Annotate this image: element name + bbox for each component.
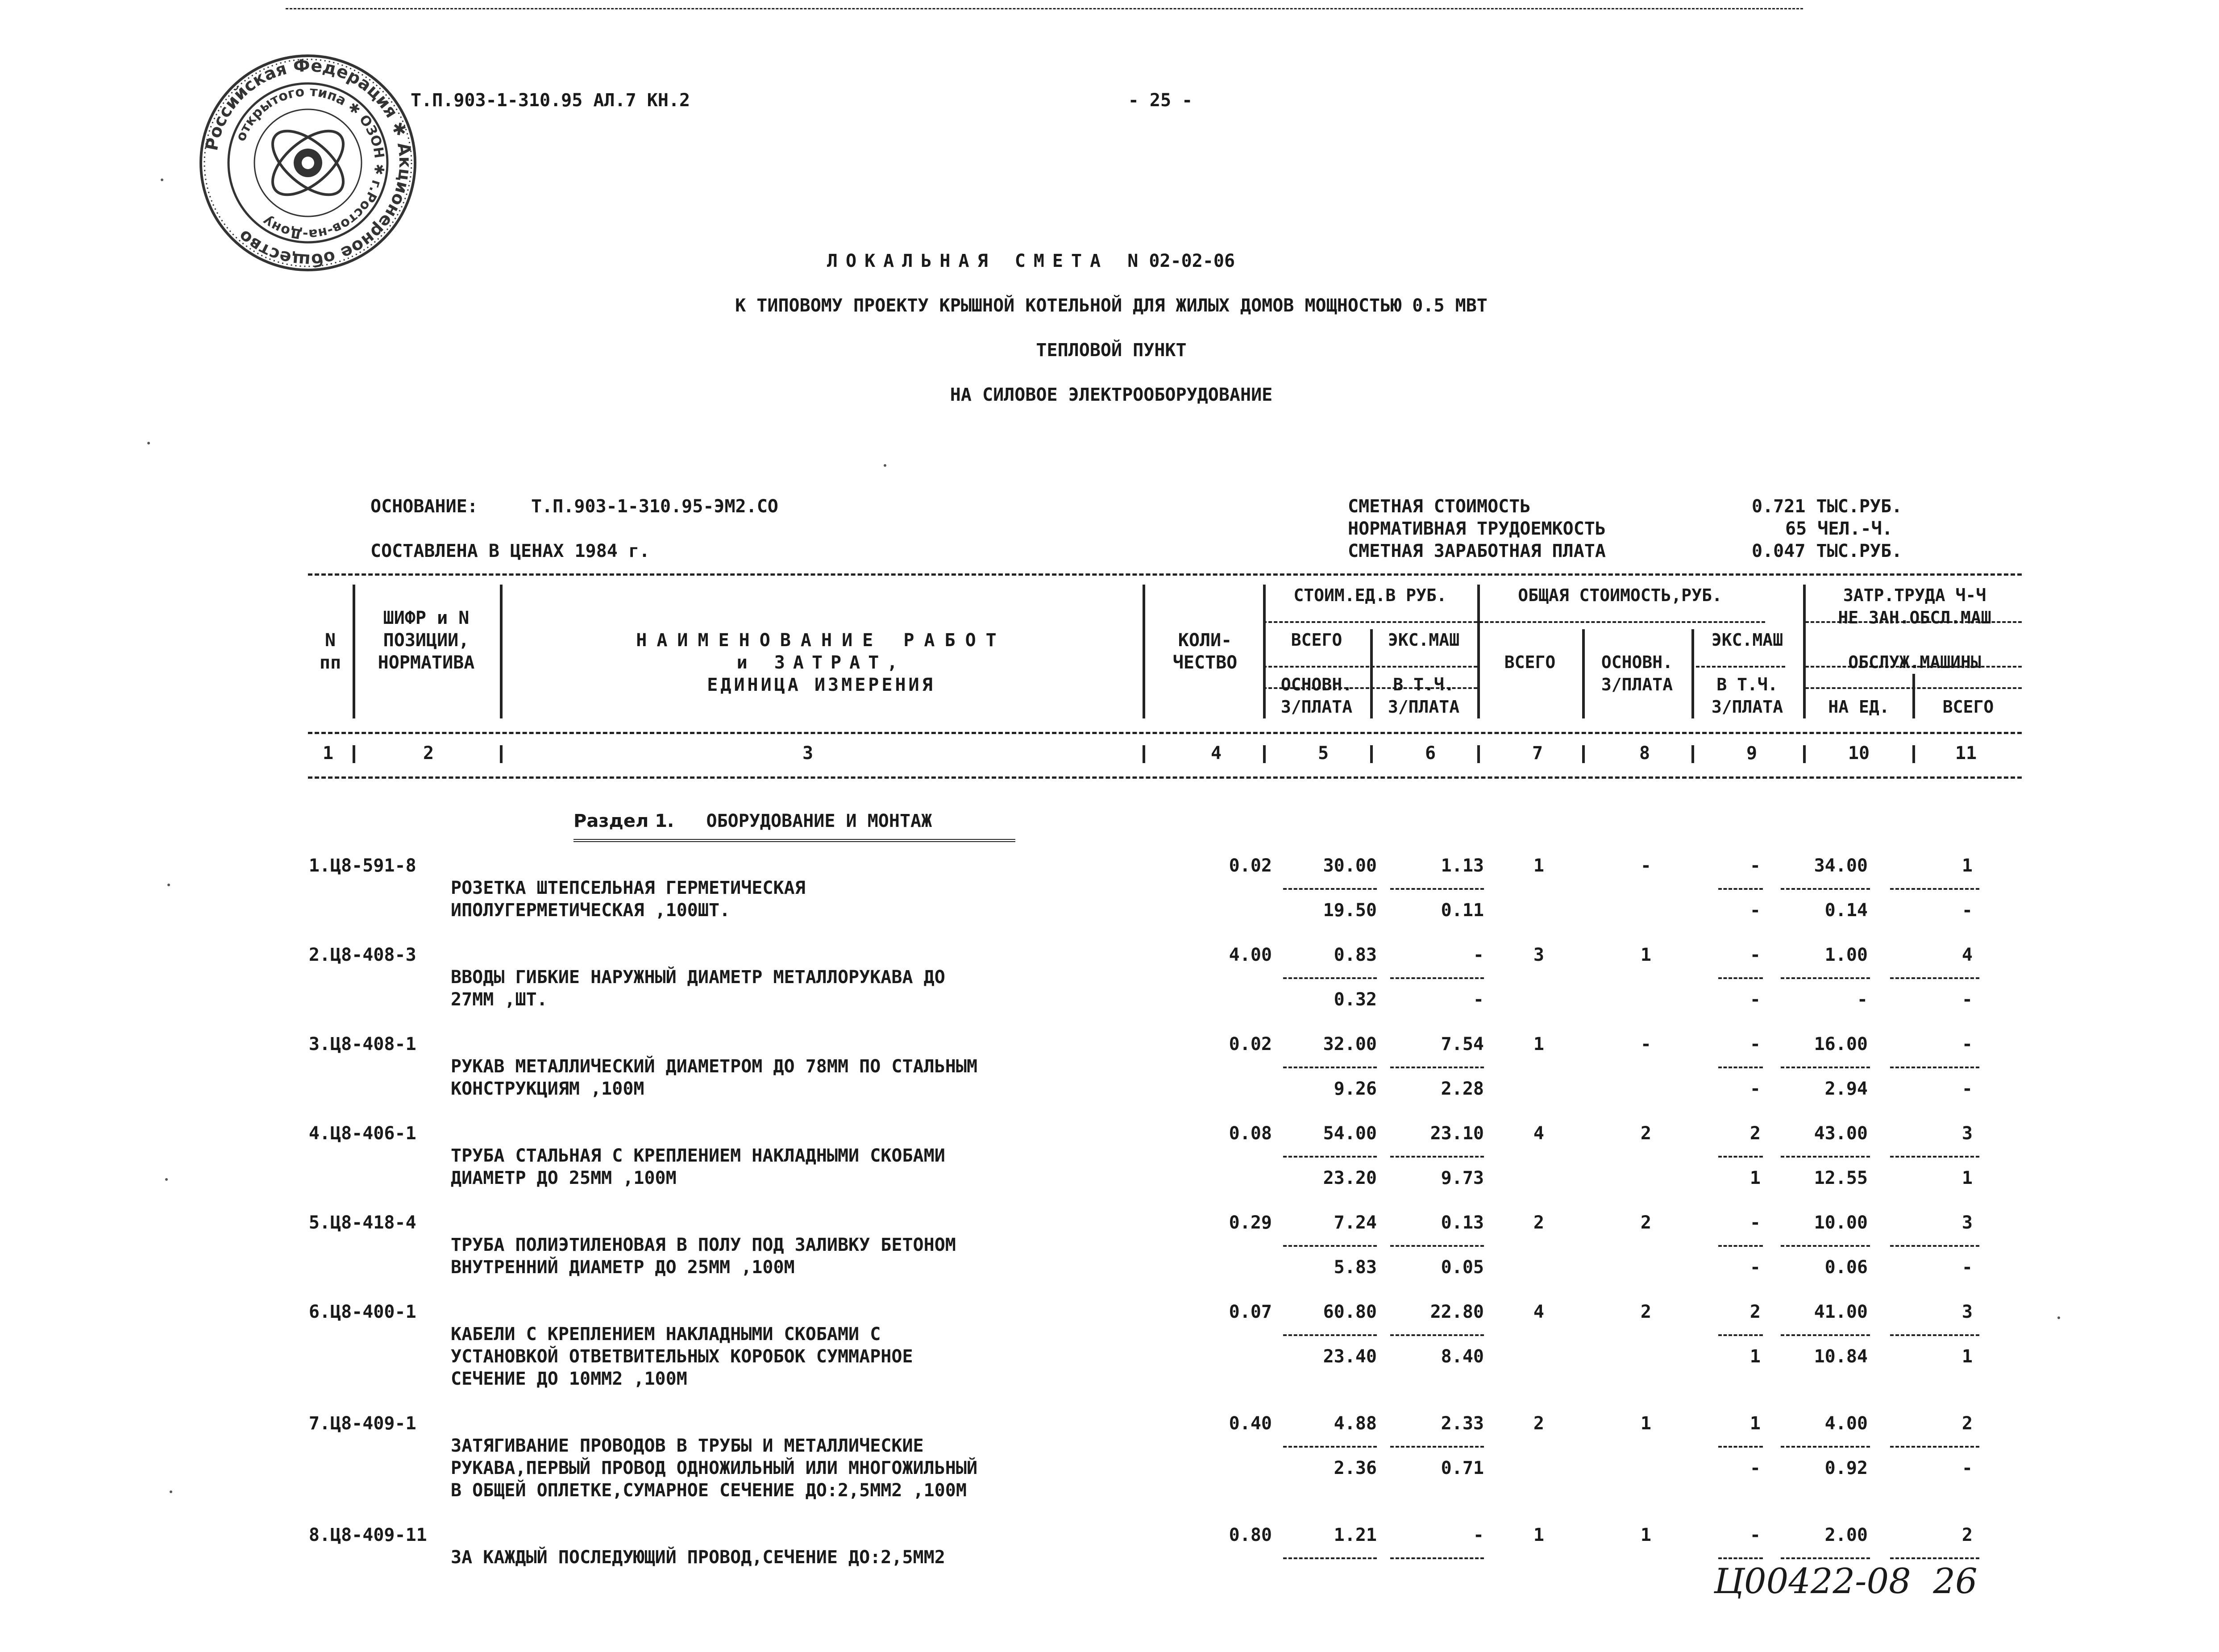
row-unit-machine: 1.13 [1441,855,1484,876]
row-total-machine-wage: - [1749,900,1761,921]
row-number: 6. [308,1302,330,1322]
scan-speck [165,1178,168,1181]
wage-fund-value: 0.047 ТЫС.РУБ. [1752,541,1903,561]
row-description: ИПОЛУГЕРМЕТИЧЕСКАЯ ,100ШТ. [451,900,731,921]
row-labor-total: 3 [1961,1212,1973,1233]
row-total: 1 [1533,1525,1544,1545]
row-unit-machine-wage: 0.11 [1441,900,1484,921]
row-sub-rule [1781,1245,1870,1247]
row-unit-machine-wage: 0.05 [1441,1257,1484,1278]
row-labor-total: 1 [1961,855,1973,876]
c9-header-a: ЭКС.МАШ [1711,630,1783,650]
row-machine-labor-unit: 2.94 [1824,1079,1868,1099]
col2-header-c: НОРМАТИВА [378,652,475,673]
row-description: ТРУБА ПОЛИЭТИЛЕНОВАЯ В ПОЛУ ПОД ЗАЛИВКУ БЕТОНОМ [451,1235,956,1255]
col-num-1: 1 [322,743,334,764]
row-description: ДИАМЕТР ДО 25ММ ,100М [451,1168,677,1188]
row-sub-rule [1890,1156,1979,1158]
labor-machine-header: ОБСЛУЖ.МАШИНЫ [1848,652,1981,672]
labor-intensity-label: НОРМАТИВНАЯ ТРУДОЕМКОСТЬ [1348,519,1606,539]
c8-header-a: ОСНОВН. [1601,652,1673,672]
page-number: - 25 - [1128,90,1193,111]
col-divider-10 [1912,674,1915,718]
row-total-machine: 1 [1749,1413,1761,1434]
wage-fund-label: СМЕТНАЯ ЗАРАБОТНАЯ ПЛАТА [1348,541,1606,561]
row-sub-rule [1283,1557,1377,1559]
row-quantity: 4.00 [1229,945,1272,965]
row-sub-rule [1283,1334,1377,1336]
row-sub-rule [1718,1245,1763,1247]
row-unit-wage: 23.20 [1323,1168,1377,1188]
row-unit-machine: 22.80 [1430,1302,1484,1322]
row-description: КАБЕЛИ С КРЕПЛЕНИЕМ НАКЛАДНЫМИ СКОБАМИ С [451,1324,881,1345]
scan-speck [161,178,163,181]
c5-header-b: ОСНОВН. [1280,675,1353,694]
row-sub-rule [1890,1557,1979,1559]
col-divider-2 [500,585,503,718]
row-unit-total: 32.00 [1323,1034,1377,1054]
row-machine-labor-unit: 0.14 [1824,900,1868,921]
row-sub-rule [1390,1067,1484,1068]
section-underline [573,839,1015,842]
section-heading: Раздел 1. ОБОРУДОВАНИЕ И МОНТАЖ [573,811,932,831]
col2-header-a: ШИФР и N [383,608,470,628]
row-unit-total: 0.83 [1334,945,1377,965]
row-sub-rule [1781,977,1870,979]
col-num-3: 3 [802,743,814,764]
row-labor-unit: 4.00 [1824,1413,1868,1434]
scan-speck [884,464,886,467]
row-sub-rule [1390,977,1484,979]
row-total-wage: 2 [1640,1212,1651,1233]
row-code: Ц8-409-1 [330,1413,416,1434]
row-code: Ц8-400-1 [330,1302,416,1322]
num-divider [1691,745,1694,763]
row-sub-rule [1283,888,1377,890]
row-total-machine: - [1749,1525,1761,1545]
row-labor-unit: 34.00 [1814,855,1868,876]
row-sub-rule [1390,1156,1484,1158]
col-num-11: 11 [1955,743,1977,764]
row-labor-unit: 1.00 [1824,945,1868,965]
c6-header-c: З/ПЛАТА [1388,697,1460,717]
unit-cost-header: СТОИМ.ЕД.В РУБ. [1293,585,1447,605]
col1-header-b: пп [319,652,341,673]
row-machine-labor-unit: 10.84 [1814,1346,1868,1367]
page-edge-line [286,8,1803,9]
row-unit-total: 60.80 [1323,1302,1377,1322]
col3-header-b: и ЗАТРАТ, [736,652,906,673]
row-machine-labor-total: - [1961,1458,1973,1478]
row-unit-machine: 2.33 [1441,1413,1484,1434]
row-number: 5. [308,1212,330,1233]
row-sub-rule [1390,1557,1484,1559]
row-unit-machine-wage: - [1473,989,1484,1010]
row-sub-rule [1283,1245,1377,1247]
row-number: 4. [308,1123,330,1144]
col-num-6: 6 [1425,743,1436,764]
row-total-machine-wage: - [1749,1257,1761,1278]
row-unit-total: 4.88 [1334,1413,1377,1434]
row-total-machine: - [1749,945,1761,965]
row-machine-labor-total: - [1961,989,1973,1010]
num-divider [1582,745,1585,763]
row-description: КОНСТРУКЦИЯМ ,100М [451,1079,644,1099]
row-sub-rule [1781,1334,1870,1336]
col-num-8: 8 [1639,743,1650,764]
row-sub-rule [1781,1156,1870,1158]
row-sub-rule [1283,1067,1377,1068]
row-total: 2 [1533,1413,1544,1434]
row-total-wage: - [1640,1034,1651,1054]
row-total-wage: 1 [1640,1525,1651,1545]
row-total-wage: 1 [1640,1413,1651,1434]
handwritten-archive-number: Ц00422-08 26 [1714,1561,1978,1602]
row-sub-rule [1890,1067,1979,1068]
row-labor-total: 4 [1961,945,1973,965]
row-unit-wage: 19.50 [1323,900,1377,921]
row-number: 1. [308,855,330,876]
row-sub-rule [1390,888,1484,890]
row-description: СЕЧЕНИЕ ДО 10ММ2 ,100М [451,1369,687,1389]
scan-speck [170,1490,172,1493]
row-machine-labor-total: - [1961,1257,1973,1278]
labor-header: ЗАТР.ТРУДА Ч-Ч [1843,585,1986,605]
unit-cost-subrule [1263,621,1477,623]
row-sub-rule [1718,888,1763,890]
c5-header-c: З/ПЛАТА [1280,697,1353,717]
row-sub-rule [1781,888,1870,890]
column-numbers-rule [308,776,2022,779]
table-top-rule [308,573,2022,576]
row-unit-machine-wage: 9.73 [1441,1168,1484,1188]
row-machine-labor-total: 1 [1961,1346,1973,1367]
row-sub-rule [1781,1557,1870,1559]
scan-speck [147,442,150,444]
col-divider-3 [1143,585,1145,718]
row-quantity: 0.40 [1229,1413,1272,1434]
row-description: 27ММ ,ШТ. [451,989,548,1010]
scan-speck [167,884,170,886]
row-machine-labor-total: - [1961,900,1973,921]
row-unit-machine: 7.54 [1441,1034,1484,1054]
col1-header-a: N [324,630,336,651]
row-sub-rule [1390,1334,1484,1336]
row-quantity: 0.80 [1229,1525,1272,1545]
num-divider [1477,745,1480,763]
row-total-machine-wage: - [1749,1458,1761,1478]
row-machine-labor-unit: - [1857,989,1868,1010]
row-labor-total: 3 [1961,1302,1973,1322]
row-total-machine: 2 [1749,1123,1761,1144]
row-sub-rule [1890,1245,1979,1247]
row-code: Ц8-408-1 [330,1034,416,1054]
row-sub-rule [1890,888,1979,890]
row-labor-unit: 41.00 [1814,1302,1868,1322]
row-unit-total: 54.00 [1323,1123,1377,1144]
svg-text:открытого типа ✱ ОЗОН ✱ г.Рост: открытого типа ✱ ОЗОН ✱ г.Ростов-на-Дону [233,83,387,242]
row-description: ВНУТРЕННИЙ ДИАМЕТР ДО 25ММ ,100М [451,1257,795,1278]
row-machine-labor-unit: 0.92 [1824,1458,1868,1478]
row-machine-labor-unit: 12.55 [1814,1168,1868,1188]
row-sub-rule [1283,1156,1377,1158]
row-labor-total: 2 [1961,1413,1973,1434]
num-divider [353,745,355,763]
basis-value: Т.П.903-1-310.95-ЭМ2.СО [531,496,778,517]
row-sub-rule [1718,1156,1763,1158]
labor-subheader: НЕ ЗАН.ОБСЛ.МАШ [1838,608,1991,627]
row-total-machine-wage: 1 [1749,1168,1761,1188]
row-description: ЗА КАЖДЫЙ ПОСЛЕДУЮЩИЙ ПРОВОД,СЕЧЕНИЕ ДО:2,5ММ2 [451,1547,945,1568]
c9-header-b: В Т.Ч. [1716,675,1778,694]
row-unit-wage: 0.32 [1334,989,1377,1010]
row-labor-unit: 2.00 [1824,1525,1868,1545]
c5-header-a: ВСЕГО [1291,630,1342,650]
svg-text:Российская Федерация ✱ Акционе: Российская Федерация ✱ Акционерное общество [201,55,416,270]
row-quantity: 0.08 [1229,1123,1272,1144]
estimate-subtitle-unit: ТЕПЛОВОЙ ПУНКТ [1036,340,1187,361]
row-unit-total: 1.21 [1334,1525,1377,1545]
num-divider [500,745,503,763]
col4-header-b: ЧЕСТВО [1172,652,1238,673]
estimate-cost-label: СМЕТНАЯ СТОИМОСТЬ [1348,496,1531,517]
col-divider-6 [1477,585,1480,718]
row-description: РУКАВА,ПЕРВЫЙ ПРОВОД ОДНОЖИЛЬНЫЙ ИЛИ МНОГОЖИЛЬНЫЙ [451,1458,978,1478]
row-quantity: 0.02 [1229,855,1272,876]
total-cost-header: ОБЩАЯ СТОИМОСТЬ,РУБ. [1518,585,1722,605]
col-divider-4 [1263,585,1266,718]
row-unit-machine: - [1473,1525,1484,1545]
row-unit-machine-wage: 0.71 [1441,1458,1484,1478]
row-unit-total: 30.00 [1323,855,1377,876]
row-description: УСТАНОВКОЙ ОТВЕТВИТЕЛЬНЫХ КОРОБОК СУММАРНОЕ [451,1346,913,1367]
row-unit-machine-wage: 2.28 [1441,1079,1484,1099]
row-unit-wage: 9.26 [1334,1079,1377,1099]
row-labor-unit: 16.00 [1814,1034,1868,1054]
row-sub-rule [1890,1446,1979,1448]
row-code: Ц8-409-11 [330,1525,427,1545]
col4-header-a: КОЛИ- [1178,630,1232,651]
row-sub-rule [1718,1446,1763,1448]
c7-header: ВСЕГО [1504,652,1556,672]
row-description: ТРУБА СТАЛЬНАЯ С КРЕПЛЕНИЕМ НАКЛАДНЫМИ СКОБАМИ [451,1146,945,1166]
col-num-2: 2 [423,743,434,764]
row-total-machine-wage: - [1749,989,1761,1010]
row-sub-rule [1718,977,1763,979]
num-divider [1263,745,1266,763]
row-total-machine: - [1749,855,1761,876]
labor-intensity-value: 65 ЧЕЛ.-Ч. [1785,519,1893,539]
col2-header-b: ПОЗИЦИИ, [383,630,470,651]
row-number: 3. [308,1034,330,1054]
col-num-10: 10 [1848,743,1870,764]
row-total-machine: - [1749,1034,1761,1054]
row-total: 2 [1533,1212,1544,1233]
col-num-7: 7 [1532,743,1543,764]
row-description: ЗАТЯГИВАНИЕ ПРОВОДОВ В ТРУБЫ И МЕТАЛЛИЧЕСКИЕ [451,1436,924,1456]
col-divider-7 [1582,629,1585,718]
row-sub-rule [1718,1067,1763,1068]
row-total-wage: 1 [1640,945,1651,965]
row-total: 4 [1533,1123,1544,1144]
row-total: 1 [1533,855,1544,876]
row-total: 4 [1533,1302,1544,1322]
c6-header-a: ЭКС.МАШ [1388,630,1460,650]
estimate-title: ЛОКАЛЬНАЯ СМЕТА N 02-02-06 [827,251,1235,271]
row-number: 2. [308,945,330,965]
row-machine-labor-unit: 0.06 [1824,1257,1868,1278]
row-code: Ц8-591-8 [330,855,416,876]
row-total-machine-wage: - [1749,1079,1761,1099]
num-divider [1370,745,1373,763]
row-total-wage: - [1640,855,1651,876]
row-number: 8. [308,1525,330,1545]
row-sub-rule [1283,1446,1377,1448]
row-labor-unit: 10.00 [1814,1212,1868,1233]
row-description: РОЗЕТКА ШТЕПСЕЛЬНАЯ ГЕРМЕТИЧЕСКАЯ [451,878,806,898]
row-unit-machine-wage: 8.40 [1441,1346,1484,1367]
row-sub-rule [1890,977,1979,979]
row-number: 7. [308,1413,330,1434]
company-seal [196,51,420,274]
col3-header-c: ЕДИНИЦА ИЗМЕРЕНИЯ [707,675,935,695]
col-divider-9 [1803,585,1806,718]
row-quantity: 0.07 [1229,1302,1272,1322]
num-divider [1143,745,1145,763]
row-unit-wage: 2.36 [1334,1458,1377,1478]
document-reference: Т.П.903-1-310.95 АЛ.7 КН.2 [411,90,690,111]
row-sub-rule [1781,1067,1870,1068]
row-unit-machine: - [1473,945,1484,965]
row-description: В ОБЩЕЙ ОПЛЕТКЕ,СУМАРНОЕ СЕЧЕНИЕ ДО:2,5ММ2 ,100М [451,1480,967,1501]
machine-subrule [1696,666,1785,668]
col-divider-8 [1691,629,1694,718]
estimate-subtitle-project: К ТИПОВОМУ ПРОЕКТУ КРЫШНОЙ КОТЕЛЬНОЙ ДЛЯ ЖИЛЫХ ДОМОВ МОЩНОСТЬЮ 0.5 МВТ [735,295,1488,316]
basis-label: ОСНОВАНИЕ: [370,496,478,517]
row-code: Ц8-408-3 [330,945,416,965]
row-labor-unit: 43.00 [1814,1123,1868,1144]
row-sub-rule [1890,1334,1979,1336]
c6-header-b: В Т.Ч. [1393,675,1454,694]
row-total: 3 [1533,945,1544,965]
row-description: ВВОДЫ ГИБКИЕ НАРУЖНЫЙ ДИАМЕТР МЕТАЛЛОРУКАВА ДО [451,967,945,988]
row-total-machine-wage: 1 [1749,1346,1761,1367]
scan-speck [2057,1316,2060,1319]
c10-header: НА ЕД. [1828,697,1890,717]
row-sub-rule [1283,977,1377,979]
num-divider [1803,745,1806,763]
row-total-machine: - [1749,1212,1761,1233]
price-level: СОСТАВЛЕНА В ЦЕНАХ 1984 г. [370,541,650,561]
row-machine-labor-total: 1 [1961,1168,1973,1188]
c9-header-c: З/ПЛАТА [1711,697,1783,717]
row-total: 1 [1533,1034,1544,1054]
row-quantity: 0.02 [1229,1034,1272,1054]
c11-header: ВСЕГО [1942,697,1994,717]
total-cost-subrule [1479,621,1765,623]
row-labor-total: - [1961,1034,1973,1054]
row-sub-rule [1781,1446,1870,1448]
row-code: Ц8-406-1 [330,1123,416,1144]
row-description: РУКАВ МЕТАЛЛИЧЕСКИЙ ДИАМЕТРОМ ДО 78ММ ПО СТАЛЬНЫМ [451,1056,978,1077]
c8-header-b: З/ПЛАТА [1601,675,1673,694]
row-sub-rule [1718,1334,1763,1336]
row-unit-wage: 5.83 [1334,1257,1377,1278]
row-sub-rule [1718,1557,1763,1559]
row-sub-rule [1390,1446,1484,1448]
estimate-cost-value: 0.721 ТЫС.РУБ. [1752,496,1903,517]
estimate-subtitle-scope: НА СИЛОВОЕ ЭЛЕКТРООБОРУДОВАНИЕ [950,385,1273,405]
row-total-wage: 2 [1640,1302,1651,1322]
row-total-machine: 2 [1749,1302,1761,1322]
col-divider-5 [1370,629,1373,718]
row-unit-machine: 0.13 [1441,1212,1484,1233]
col3-header-a: НАИМЕНОВАНИЕ РАБОТ [636,630,1006,651]
row-labor-total: 3 [1961,1123,1973,1144]
row-code: Ц8-418-4 [330,1212,416,1233]
col-num-4: 4 [1210,743,1222,764]
row-unit-machine: 23.10 [1430,1123,1484,1144]
header-bottom-rule [308,732,2022,734]
row-labor-total: 2 [1961,1525,1973,1545]
row-unit-total: 7.24 [1334,1212,1377,1233]
row-machine-labor-total: - [1961,1079,1973,1099]
col-divider-1 [353,585,355,718]
row-total-wage: 2 [1640,1123,1651,1144]
col-num-9: 9 [1746,743,1758,764]
row-sub-rule [1390,1245,1484,1247]
num-divider [1912,745,1915,763]
row-quantity: 0.29 [1229,1212,1272,1233]
col-num-5: 5 [1317,743,1329,764]
row-unit-wage: 23.40 [1323,1346,1377,1367]
